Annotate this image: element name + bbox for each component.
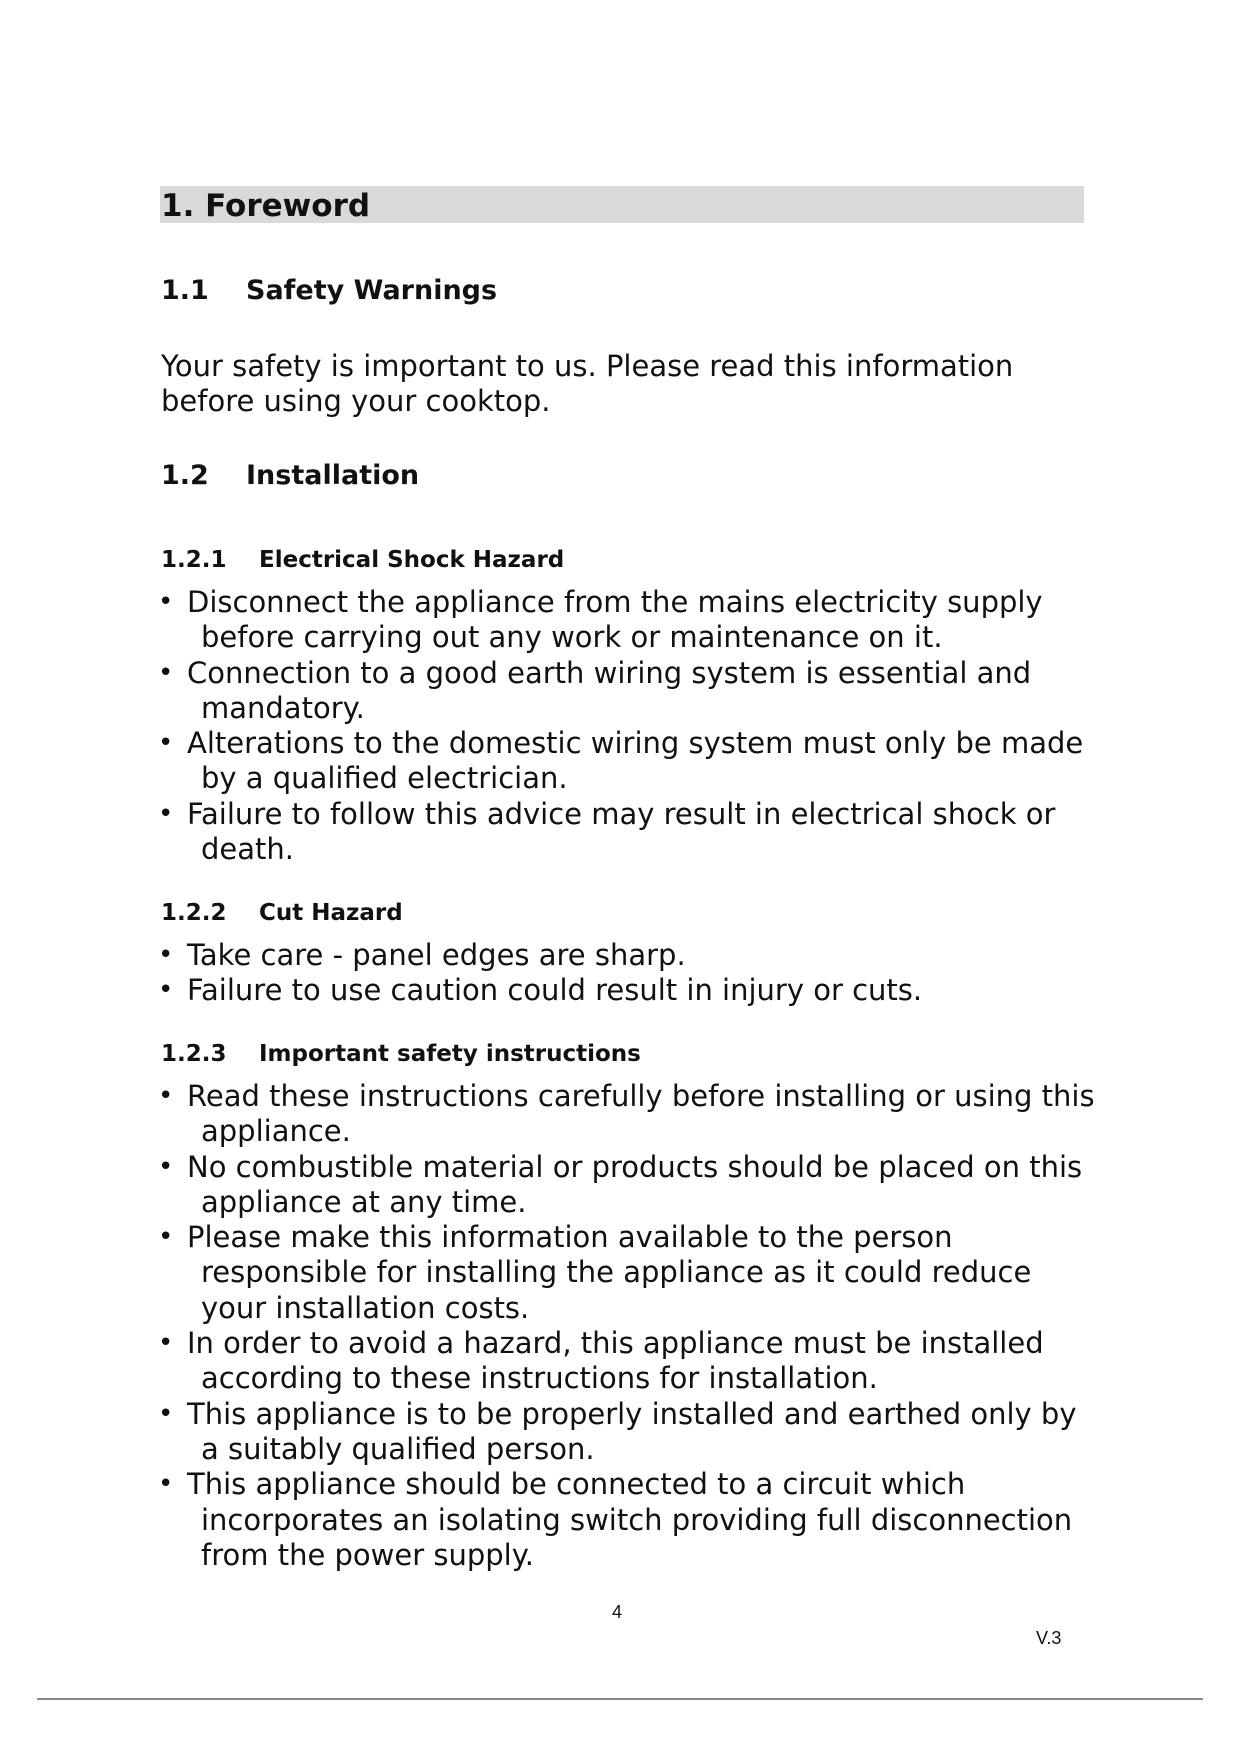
bullet: • — [158, 1222, 174, 1253]
list-item — [158, 1220, 1098, 1326]
list-item — [158, 1150, 1098, 1221]
list-item-text: Disconnect the appliance from the mains electricity supply before carrying out any work or maintenance on it. — [187, 585, 1043, 655]
bullet: • — [158, 1328, 174, 1359]
list-item-text: Failure to use caution could result in injury or cuts. — [187, 973, 923, 1008]
list-item — [158, 1326, 1098, 1397]
list-item-text: This appliance should be connected to a circuit which incorporates an isolating switch providing full disconnection from the power supply. — [187, 1467, 1073, 1572]
bullet: • — [158, 587, 174, 617]
heading-number: 1.2.3 — [161, 1041, 227, 1067]
list-item-text: Read these instructions carefully before installing or using this appliance. — [187, 1079, 1095, 1149]
section-title: 1. Foreword — [161, 188, 371, 224]
cut-hazard-list — [158, 938, 1098, 1009]
list-item — [158, 1079, 1098, 1150]
bullet: • — [158, 1469, 174, 1500]
list-item — [158, 1467, 1098, 1573]
heading-number: 1.2 — [161, 460, 209, 491]
list-item-text: In order to avoid a hazard, this appliance must be installed according to these instructions for installation. — [187, 1326, 1044, 1396]
bullet: • — [158, 1151, 174, 1182]
heading-text: Important safety instructions — [259, 1041, 641, 1067]
list-item-text: Please make this information available to the person responsible for installing the appliance as it could reduce your installation costs. — [187, 1220, 1032, 1325]
important-instructions-list — [158, 1079, 1098, 1573]
list-item — [158, 656, 1098, 727]
bullet: • — [158, 975, 174, 1006]
safety-intro-paragraph: Your safety is important to us. Please read this information before using your cooktop. — [161, 349, 1014, 418]
heading-cut-hazard — [161, 899, 403, 927]
footer-divider — [37, 1698, 1203, 1700]
heading-text: Cut Hazard — [259, 900, 403, 926]
list-item-text: This appliance is to be properly installed and earthed only by a suitably qualified person. — [187, 1396, 1077, 1466]
list-item — [158, 797, 1098, 868]
heading-number: 1.2.1 — [161, 547, 227, 573]
list-item — [158, 585, 1098, 656]
bullet: • — [158, 657, 174, 688]
bullet: • — [158, 940, 174, 970]
list-item — [158, 938, 1098, 973]
bullet: • — [158, 798, 174, 829]
heading-important-safety-instructions — [161, 1040, 641, 1068]
heading-text: Electrical Shock Hazard — [259, 547, 565, 573]
list-item — [158, 726, 1098, 797]
heading-number: 1.2.2 — [161, 900, 227, 926]
electrical-hazard-list — [158, 585, 1098, 867]
version-label: V.3 — [1036, 1628, 1062, 1648]
heading-number: 1.1 — [161, 275, 209, 306]
bullet: • — [158, 1081, 174, 1111]
list-item-text: No combustible material or products should be placed on this appliance at any time. — [187, 1149, 1083, 1219]
list-item-text: Alterations to the domestic wiring system must only be made by a qualified electrician. — [187, 726, 1084, 796]
heading-safety-warnings — [161, 275, 497, 307]
heading-installation — [161, 460, 419, 492]
bullet: • — [158, 1398, 174, 1429]
heading-text: Safety Warnings — [246, 275, 498, 306]
page-number: 4 — [612, 1602, 623, 1622]
list-item-text: Take care - panel edges are sharp. — [187, 938, 686, 972]
heading-text: Installation — [246, 460, 420, 491]
heading-electrical-shock-hazard — [161, 546, 564, 574]
list-item — [158, 1397, 1098, 1468]
list-item — [158, 973, 1098, 1008]
list-item-text: Failure to follow this advice may result in electrical shock or death. — [187, 796, 1056, 867]
bullet: • — [158, 728, 174, 759]
list-item-text: Connection to a good earth wiring system is essential and mandatory. — [187, 655, 1032, 725]
